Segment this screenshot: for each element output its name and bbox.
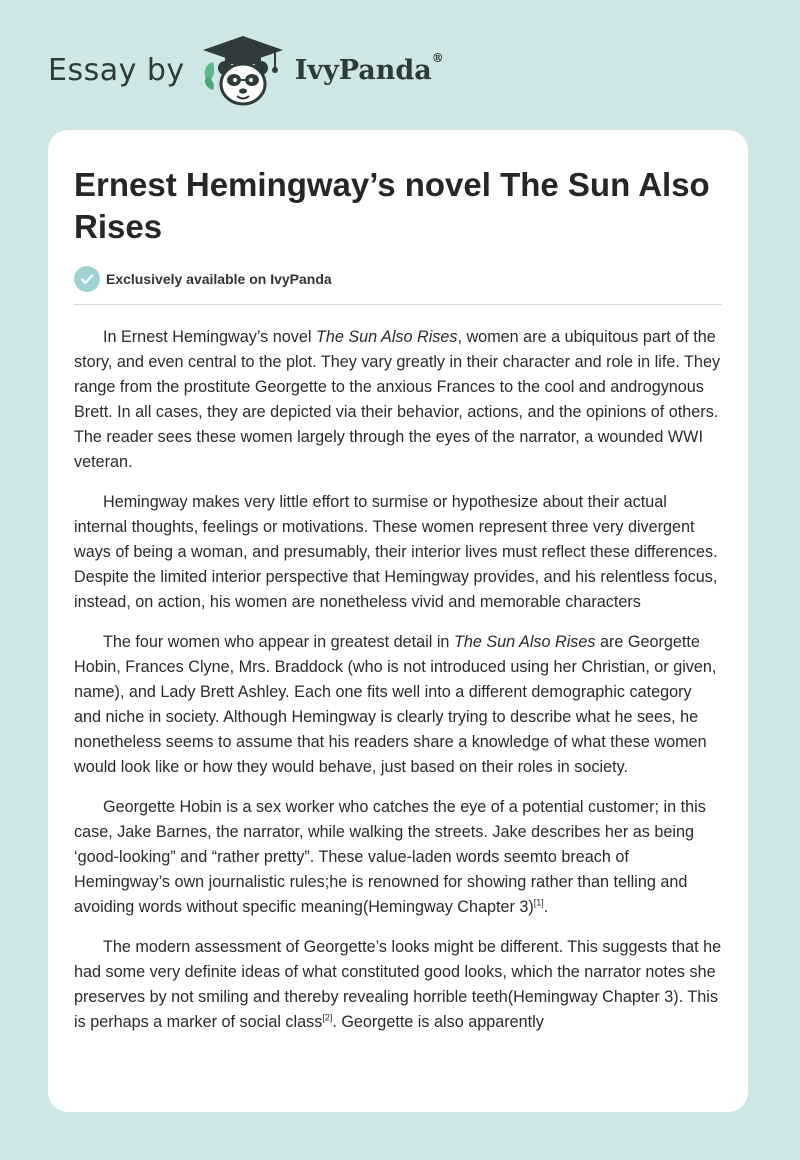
- essay-by-label: Essay by: [48, 52, 185, 88]
- paragraph-3: [74, 630, 722, 780]
- paragraph-1: [74, 325, 722, 475]
- brand-name[interactable]: [294, 50, 444, 86]
- book-title-italic: The Sun Also Rises: [453, 633, 596, 651]
- paragraph-text: are Georgette Hobin, Frances Clyne, Mrs. Braddock (who is not introduced using her Christian, or given, name), and Lady Brett Ashley. Each one fits well into a different demographic category and niche in society. Although Hemingway is clearly trying to describe what he sees, he nonetheless seems to assume that his readers share a knowledge of what these women would look like or how they would behave, just based on their roles in society.: [74, 633, 717, 776]
- brand-text: IvyPanda: [294, 54, 432, 86]
- registered-mark: ®: [431, 50, 444, 65]
- paragraph-text: In Ernest Hemingway’s novel: [103, 328, 316, 346]
- essay-body: [74, 325, 722, 1035]
- paragraph-2: Hemingway makes very little effort to surmise or hypothesize about their actual internal thoughts, feelings or motivations. These women represent three very divergent ways of being a woman, and presumably, their interior lives must reflect these differences. Despite the limited interior perspective that Hemingway provides, and his relentless focus, instead, on action, his women are nonetheless vivid and memorable characters: [74, 493, 718, 611]
- site-header: [48, 30, 444, 110]
- footnote-link-1[interactable]: [1]: [533, 897, 544, 908]
- paragraph-4: [74, 795, 722, 920]
- essay-title: Ernest Hemingway’s novel The Sun Also Rises: [74, 166, 710, 245]
- paragraph-text: , women are a ubiquitous part of the story, and even central to the plot. They vary greatly in their character and role in life. They range from the prostitute Georgette to the anxious Frances to the cool and androgynous Brett. In all cases, they are depicted via their behavior, actions, and the opinions of others. The reader sees these women largely through the eyes of the narrator, a wounded WWI veteran.: [74, 328, 721, 471]
- paragraph-text: Georgette Hobin is a sex worker who catches the eye of a potential customer; in this case, Jake Barnes, the narrator, while walking the streets. Jake describes her as being ‘good-looking” and “rather pretty”. These value-laden words seemto breach of Hemingway’s own journalistic rules;he is renowned for showing rather than telling and avoiding words without specific meaning(Hemingway Chapter 3): [74, 798, 706, 916]
- checkmark-icon: [74, 266, 100, 292]
- exclusive-badge: [74, 264, 722, 305]
- paragraph-5: [74, 935, 722, 1035]
- footnote-link-2[interactable]: [2]: [322, 1012, 333, 1023]
- paragraph-text: The modern assessment of Georgette’s looks might be different. This suggests that he had some very definite ideas of what constituted good looks, which the narrator notes she preserves by not smiling and thereby revealing horrible teeth(Hemingway Chapter 3). This is perhaps a marker of social class: [74, 938, 722, 1031]
- exclusive-label: Exclusively available on IvyPanda: [106, 271, 332, 287]
- essay-card: [48, 130, 748, 1112]
- paragraph-text: . Georgette is also apparently: [332, 1013, 544, 1031]
- paragraph-text: .: [543, 898, 549, 916]
- paragraph-text: The four women who appear in greatest detail in: [103, 633, 454, 651]
- book-title-italic: The Sun Also Rises: [315, 328, 458, 346]
- panda-logo-icon[interactable]: [199, 30, 287, 110]
